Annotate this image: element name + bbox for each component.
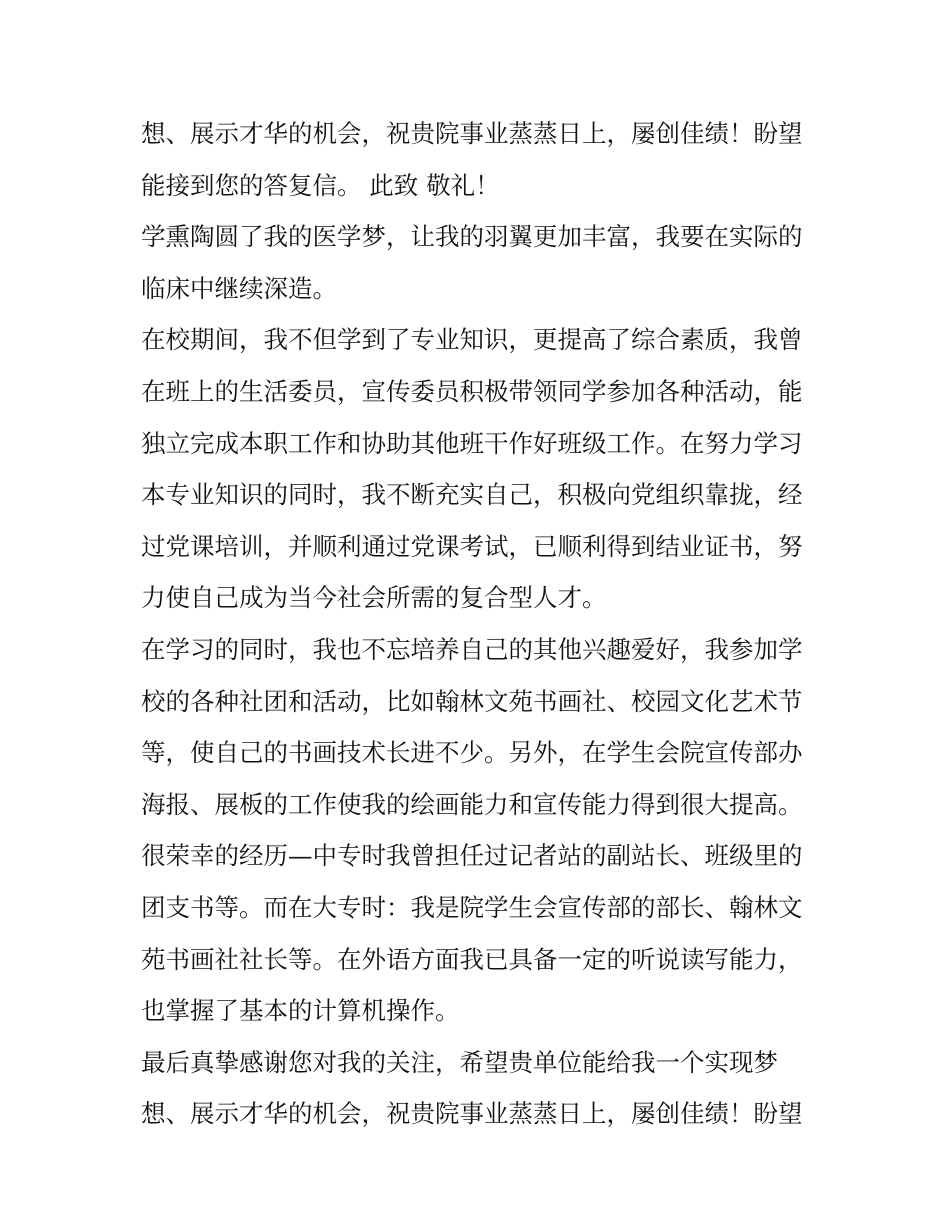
- text-line: 在校期间，我不但学到了专业知识，更提高了综合素质，我曾: [141, 325, 803, 355]
- text-line: 也掌握了基本的计算机操作。: [141, 996, 460, 1026]
- text-line: 想、展示才华的机会，祝贵院事业蒸蒸日上，屡创佳绩！盼望: [141, 119, 803, 148]
- text-line: 在学习的同时，我也不忘培养自己的其他兴趣爱好，我参加学: [141, 634, 803, 664]
- text-line: 很荣幸的经历—中专时我曾担任过记者站的副站长、班级里的: [141, 841, 803, 871]
- text-line: 本专业知识的同时，我不断充实自己，积极向党组织靠拢，经: [141, 480, 803, 510]
- text-line: 苑书画社社长等。在外语方面我已具备一定的听说读写能力，: [141, 944, 803, 974]
- text-line: 过党课培训，并顺利通过党课考试，已顺利得到结业证书，努: [141, 531, 803, 561]
- text-line: 想、展示才华的机会，祝贵院事业蒸蒸日上，屡创佳绩！盼望: [141, 1099, 803, 1129]
- text-line: 校的各种社团和活动，比如翰林文苑书画社、校园文化艺术节: [141, 686, 803, 716]
- text-line: 力使自己成为当今社会所需的复合型人才。: [141, 583, 607, 613]
- text-line: 海报、展板的工作使我的绘画能力和宣传能力得到很大提高。: [141, 789, 803, 819]
- document-body: [141, 108, 821, 1140]
- text-line: 团支书等。而在大专时：我是院学生会宣传部的部长、翰林文: [141, 892, 803, 922]
- text-line: 学熏陶圆了我的医学梦，让我的羽翼更加丰富，我要在实际的: [141, 222, 803, 252]
- text-line: 临床中继续深造。: [141, 273, 337, 303]
- text-line: 等，使自己的书画技术长进不少。另外，在学生会院宣传部办: [141, 738, 803, 768]
- text-line: 最后真挚感谢您对我的关注，希望贵单位能给我一个实现梦: [141, 1047, 778, 1077]
- text-line: 在班上的生活委员，宣传委员积极带领同学参加各种活动，能: [141, 376, 803, 406]
- text-line: 能接到您的答复信。 此致 敬礼！: [141, 170, 500, 200]
- text-line: 独立完成本职工作和协助其他班干作好班级工作。在努力学习: [141, 428, 803, 458]
